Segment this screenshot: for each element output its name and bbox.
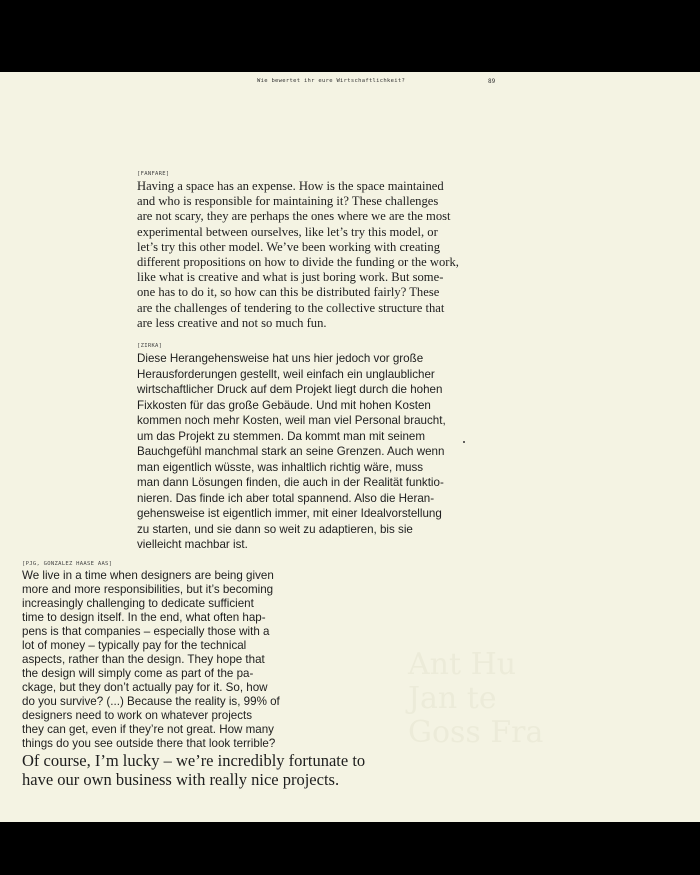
text-line: time to design itself. In the end, what often hap- — [22, 611, 266, 624]
text-line: things do you see outside there that look terrible? — [22, 737, 276, 750]
text-line: Diese Herangehensweise hat uns hier jedoch vor große — [137, 352, 424, 365]
text-line: vielleicht machbar ist. — [137, 538, 248, 551]
section-zirka — [137, 343, 446, 553]
paragraph — [137, 351, 446, 553]
text-line: they can get, even if they’re not great. How many — [22, 723, 274, 736]
text-line: um das Projekt zu stemmen. Da kommt man mit seinem — [137, 429, 425, 443]
text-line: wirtschaftlicher Druck auf dem Projekt liegt durch die hohen — [137, 383, 443, 396]
text-line: kommen noch mehr Kosten, weil man viel Personal braucht, — [137, 414, 446, 427]
book-page — [0, 72, 700, 822]
speaker-label: [ZIRKA] — [137, 343, 163, 349]
text-line: different propositions on how to divide the funding or the work, — [137, 255, 459, 270]
text-line: experimental between ourselves, like let’s try this model, or — [137, 224, 438, 239]
paragraph — [137, 179, 459, 331]
section-pjg — [22, 561, 365, 789]
text-line: increasingly challenging to dedicate sufficient — [22, 597, 254, 610]
text-line: Bauchgefühl manchmal stark an seine Grenzen. Auch wenn — [137, 445, 445, 458]
text-line: gehensweise ist eigentlich immer, mit einer Idealvorstellung — [137, 507, 442, 520]
text-line: man dann Lösungen finden, die auch in der Realität funktio- — [137, 476, 444, 489]
show-through-text: Ant Hu Jan te Goss Fra — [408, 647, 544, 750]
text-line: Fixkosten für das große Gebäude. Und mit hohen Kosten — [137, 398, 431, 412]
text-line: the design will simply come as part of the pa- — [22, 667, 254, 680]
text-line: one has to do it, so how can this be distributed fairly? These — [137, 285, 440, 300]
text-line: ckage, but they don’t actually pay for it. So, how — [22, 681, 268, 694]
text-line: and who is responsible for maintaining it? These challenges — [137, 194, 439, 209]
text-line: nieren. Das finde ich aber total spannend. Also die Heran- — [137, 491, 435, 505]
text-line: more and more responsibilities, but it’s becoming — [22, 583, 274, 596]
text-line: aspects, rather than the design. They hope that — [22, 653, 265, 666]
text-line: man eigentlich wüsste, was inhaltlich richtig wäre, muss — [137, 460, 424, 474]
running-head: Wie bewertet ihr eure Wirtschaftlichkeit? — [257, 78, 406, 84]
section-fanfare — [137, 171, 459, 331]
text-line: do you survive? (...) Because the reality is, 99% of — [22, 695, 280, 708]
text-line: Of course, I’m lucky – we’re incredibly fortunate to — [22, 751, 366, 770]
text-line: Having a space has an expense. How is the space maintained — [137, 179, 444, 193]
paragraph — [22, 569, 365, 751]
speaker-label: [PJG, GONZALEZ HAASE AAS] — [22, 561, 113, 567]
text-line: lot of money – typically pay for the technical — [22, 639, 247, 652]
text-line: zu starten, und sie dann so weit zu adaptieren, bis sie — [137, 522, 413, 536]
text-line: pens is that companies – especially those with a — [22, 625, 270, 638]
text-line: let’s try this other model. We’ve been working with creating — [137, 239, 441, 254]
page-number: 89 — [488, 78, 496, 85]
text-line: are not scary, they are perhaps the ones where we are the most — [137, 209, 451, 224]
text-line: Herausforderungen gestellt, weil einfach ein unglaublicher — [137, 367, 435, 381]
closing-statement — [22, 751, 365, 789]
stray-mark — [463, 441, 465, 443]
text-line: like what is creative and what is just boring work. But some- — [137, 270, 444, 285]
text-line: are the challenges of tendering to the collective structure that — [137, 300, 445, 315]
text-line: designers need to work on whatever projects — [22, 709, 253, 722]
text-line: We live in a time when designers are being given — [22, 569, 274, 582]
text-line: are less creative and not so much fun. — [137, 315, 327, 330]
text-line: have our own business with really nice projects. — [22, 770, 340, 789]
speaker-label: [FANFARE] — [137, 171, 170, 177]
